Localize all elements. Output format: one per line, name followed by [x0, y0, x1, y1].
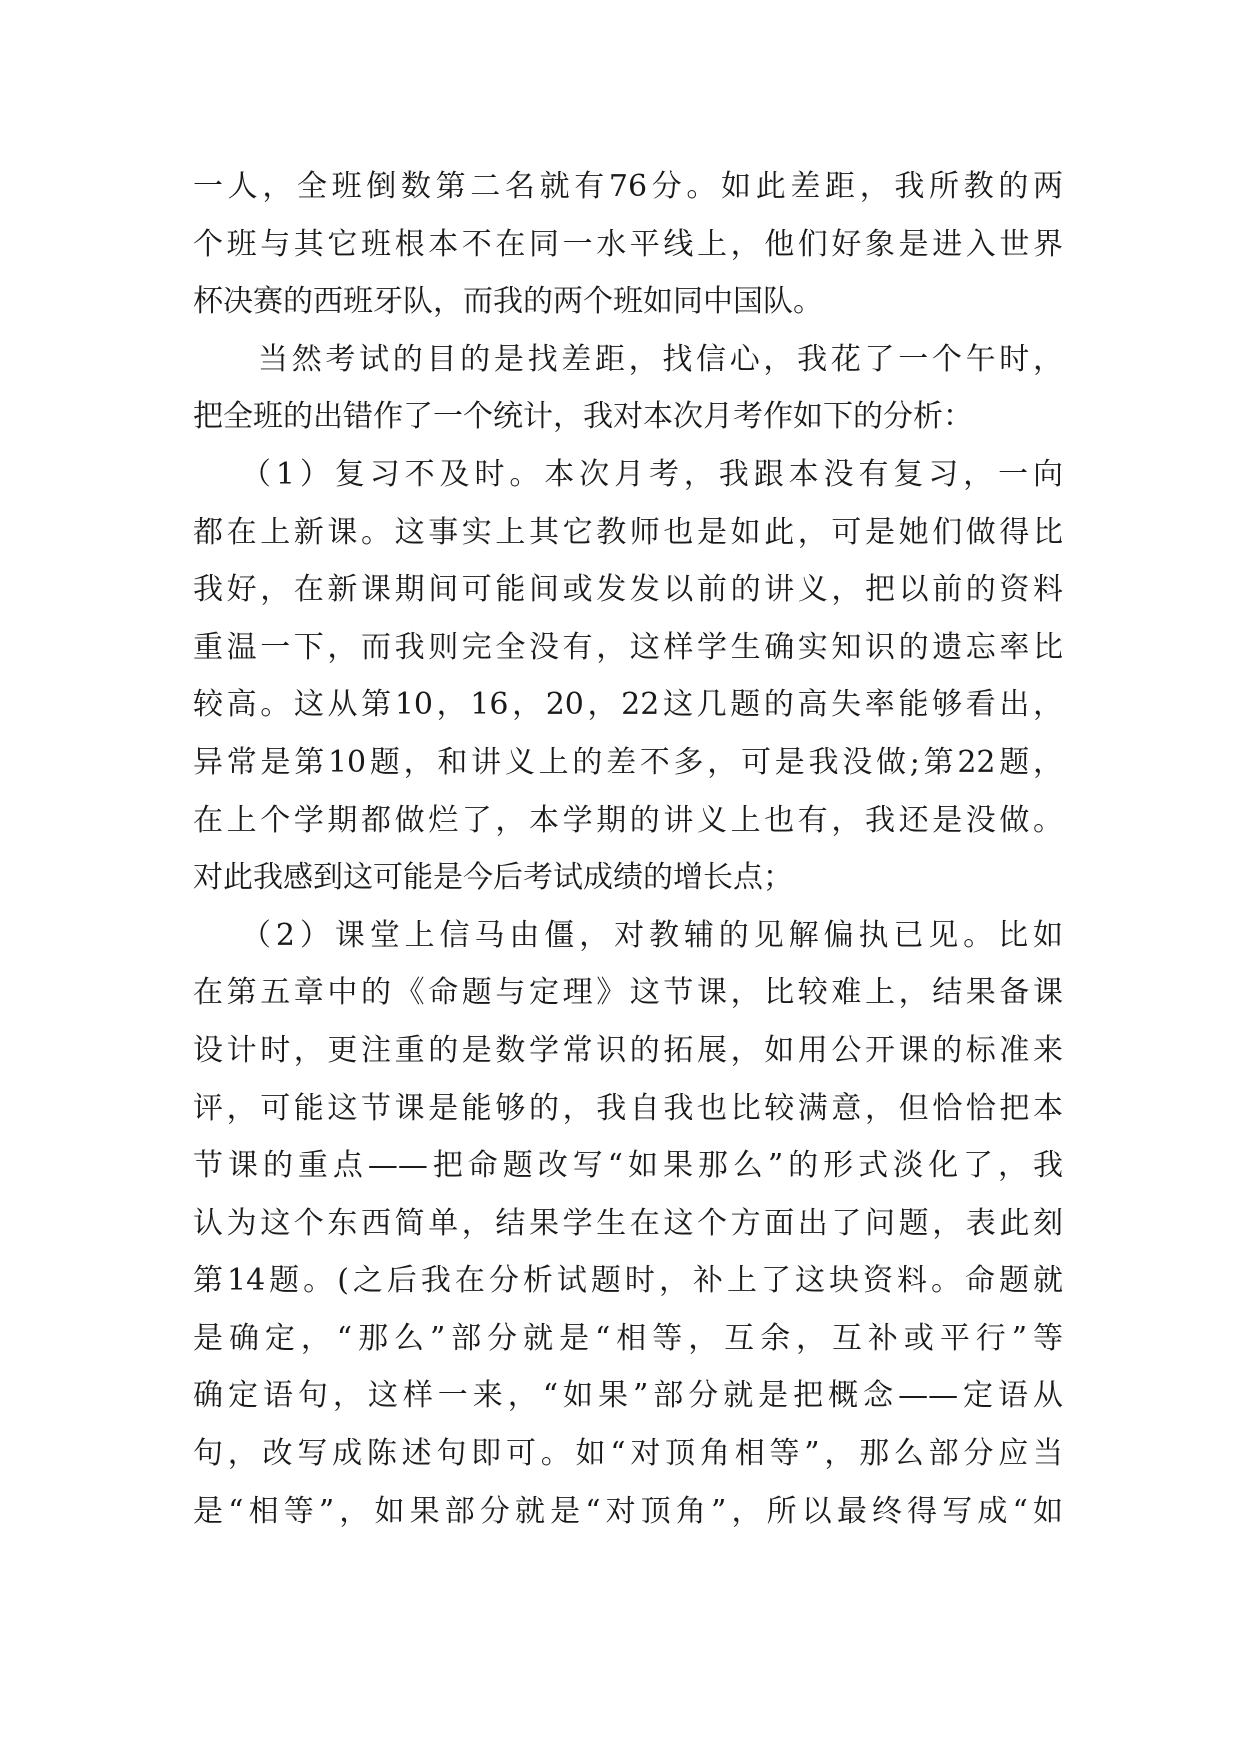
- text-line: 是确定，“那么”部分就是“相等，互余，互补或平行”等: [193, 1320, 1063, 1356]
- text-line: 异常是第10题，和讲义上的差不多，可是我没做;第22题，: [193, 744, 1063, 780]
- text-line: 把全班的出错作了一个统计，我对本次月考作如下的分析：: [193, 399, 973, 435]
- text-line: 认为这个东西简单，结果学生在这个方面出了问题，表此刻: [193, 1205, 1063, 1241]
- text-line: 确定语句，这样一来，“如果”部分就是把概念——定语从: [193, 1378, 1063, 1414]
- text-line: 都在上新课。这事实上其它教师也是如此，可是她们做得比: [193, 514, 1063, 550]
- text-line: 重温一下，而我则完全没有，这样学生确实知识的遗忘率比: [193, 629, 1063, 665]
- text-line: 是“相等”，如果部分就是“对顶角”，所以最终得写成“如: [193, 1493, 1063, 1529]
- text-line: 个班与其它班根本不在同一水平线上，他们好象是进入世界: [193, 226, 1063, 262]
- text-line: 较高。这从第10，16，20，22这几题的高失率能够看出，: [193, 687, 1063, 723]
- text-line: （1）复习不及时。本次月考，我跟本没有复习，一向: [241, 456, 1063, 492]
- text-line: 对此我感到这可能是今后考试成绩的增长点；: [193, 860, 793, 896]
- text-line: 一人，全班倒数第二名就有76分。如此差距，我所教的两: [193, 169, 1063, 204]
- text-line: 当然考试的目的是找差距，找信心，我花了一个午时，: [258, 341, 1063, 377]
- text-line: 在第五章中的《命题与定理》这节课，比较难上，结果备课: [193, 975, 1063, 1011]
- body-text: [193, 158, 1063, 1540]
- text-line: 杯决赛的西班牙队，而我的两个班如同中国队。: [193, 284, 823, 320]
- text-line: 设计时，更注重的是数学常识的拓展，如用公开课的标准来: [193, 1032, 1063, 1068]
- text-line: 句，改写成陈述句即可。如“对顶角相等”，那么部分应当: [193, 1436, 1063, 1472]
- text-line: （2）课堂上信马由僵，对教辅的见解偏执已见。比如: [241, 917, 1063, 953]
- text-line: 第14题。(之后我在分析试题时，补上了这块资料。命题就: [193, 1263, 1063, 1299]
- text-line: 节课的重点——把命题改写“如果那么”的形式淡化了，我: [193, 1148, 1063, 1184]
- text-line: 评，可能这节课是能够的，我自我也比较满意，但恰恰把本: [193, 1090, 1063, 1126]
- text-line: 在上个学期都做烂了，本学期的讲义上也有，我还是没做。: [193, 802, 1063, 838]
- text-line: 我好，在新课期间可能间或发发以前的讲义，把以前的资料: [193, 572, 1063, 608]
